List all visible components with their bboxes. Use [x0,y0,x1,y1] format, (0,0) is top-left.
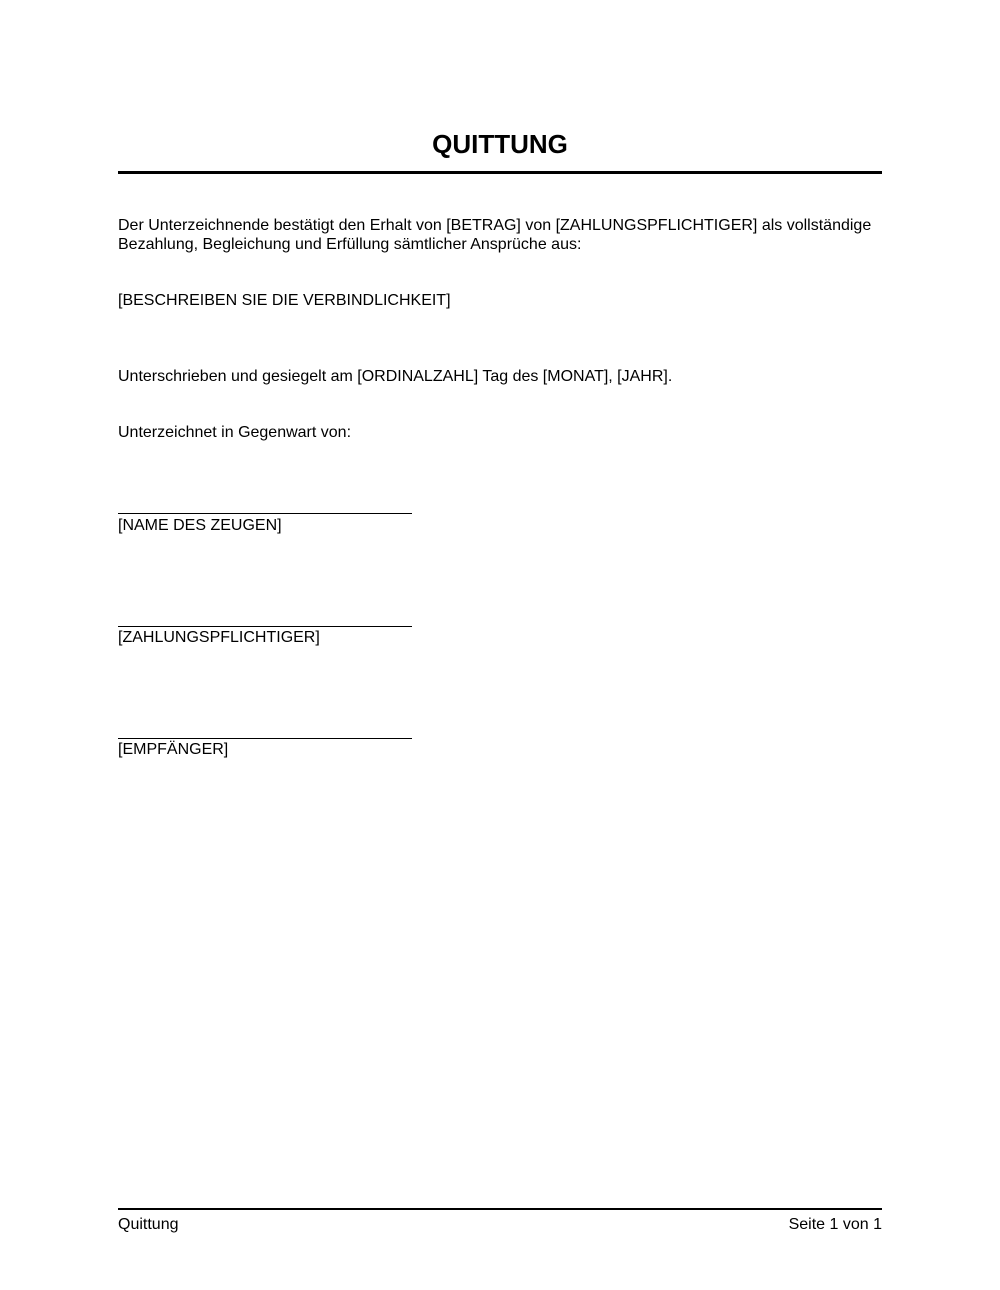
witness-name-label: [NAME DES ZEUGEN] [118,517,282,534]
recipient-signature-line [118,738,412,739]
receipt-statement: Der Unterzeichnende bestätigt den Erhalt von [BETRAG] von [ZAHLUNGSPFLICHTIGER] als vollständige Bezahlung, Begleichung und Erfüllung sämtlicher Ansprüche aus: [118,217,872,253]
signing-date-statement: Unterschrieben und gesiegelt am [ORDINALZAHL] Tag des [MONAT], [JAHR]. [118,368,673,385]
footer-divider [118,1208,882,1210]
witness-signature-line [118,513,412,514]
witness-presence-statement: Unterzeichnet in Gegenwart von: [118,424,352,441]
document-title: QUITTUNG [432,129,568,159]
payer-name-label: [ZAHLUNGSPFLICHTIGER] [118,629,320,646]
recipient-name-label: [EMPFÄNGER] [118,741,229,758]
footer-page-number: Seite 1 von 1 [788,1216,882,1233]
title-divider [118,171,882,174]
footer-document-name: Quittung [118,1216,179,1233]
payer-signature-line [118,626,412,627]
liability-description: [BESCHREIBEN SIE DIE VERBINDLICHKEIT] [118,292,451,309]
